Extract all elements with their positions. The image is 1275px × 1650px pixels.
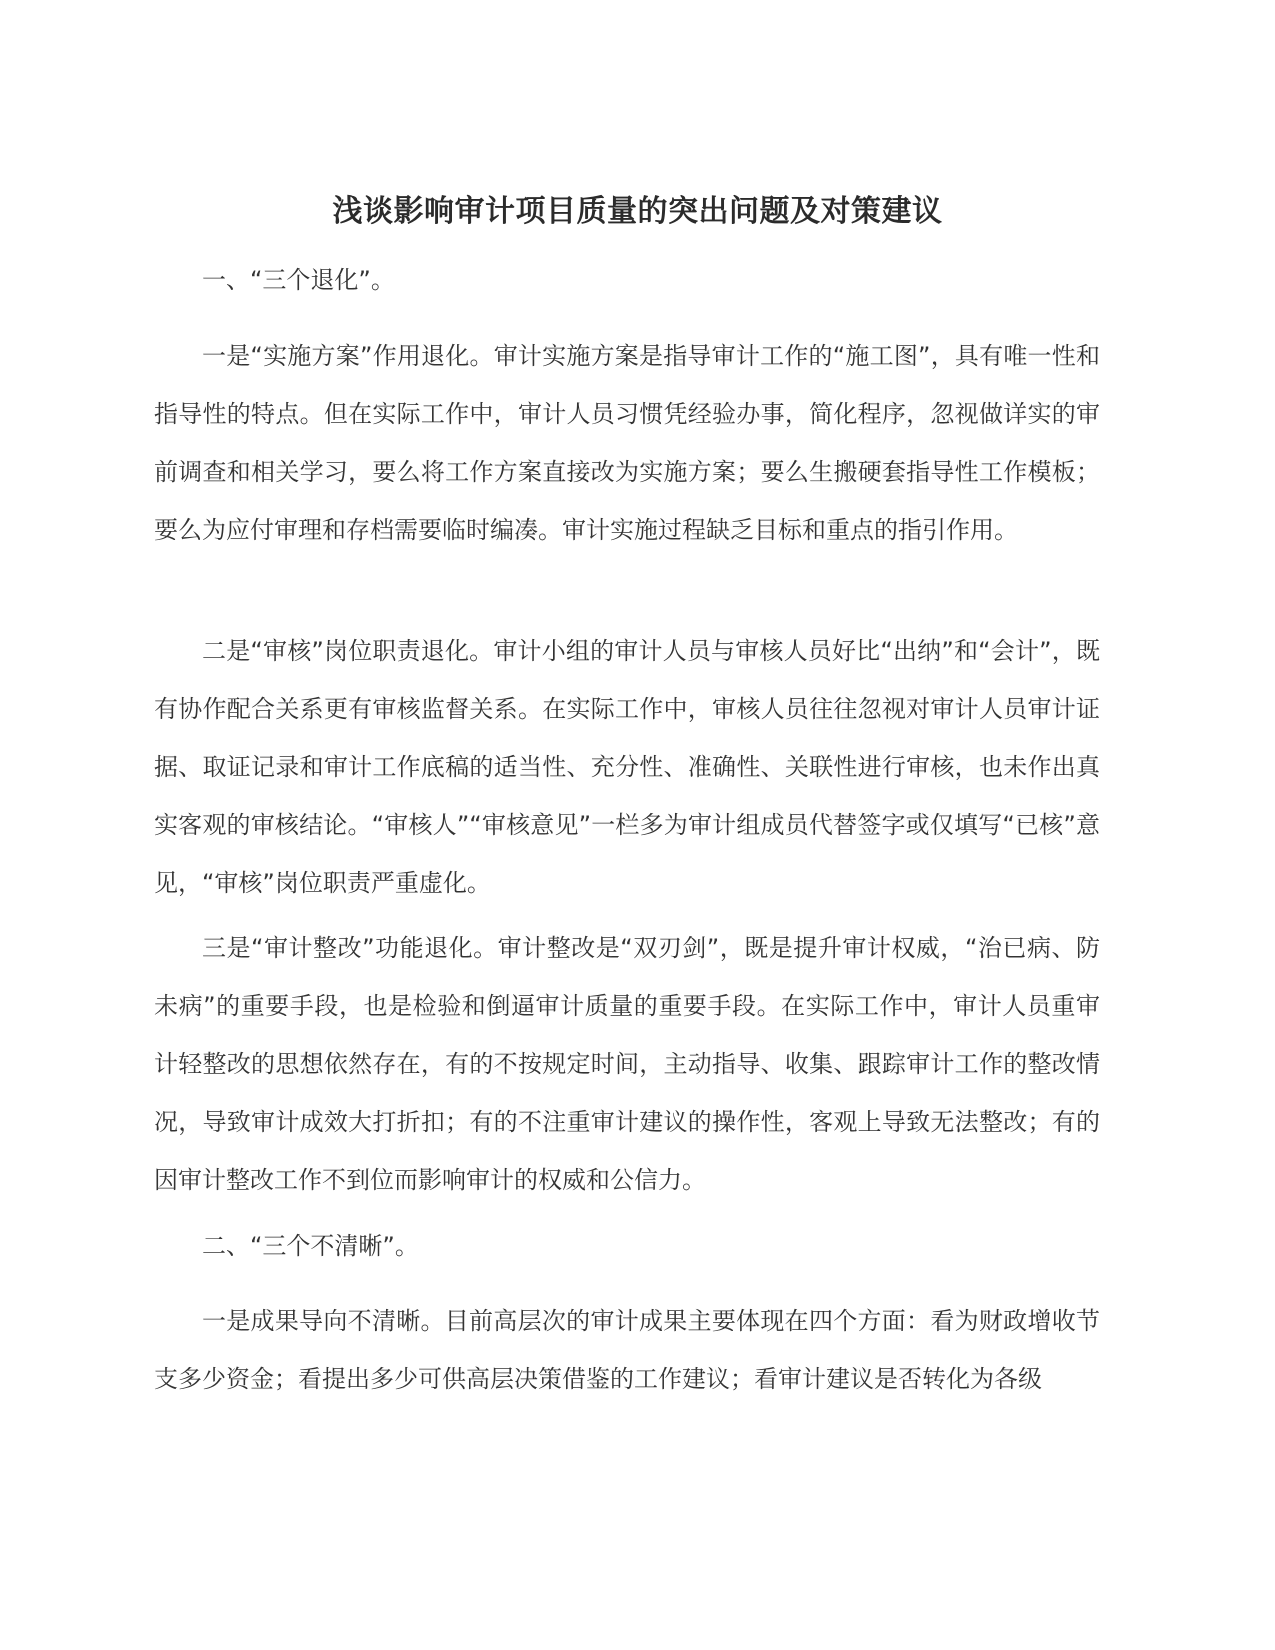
document-title: 浅谈影响审计项目质量的突出问题及对策建议 xyxy=(332,194,943,229)
section-heading-2: 二、“三个不清晰”。 xyxy=(202,1232,419,1260)
paragraph-audit-rectification: 三是“审计整改”功能退化。审计整改是“双刃剑”，既是提升审计权威，“治已病、防未病”的重要手段，也是检验和倒逼审计质量的重要手段。在实际工作中，审计人员重审计轻整改的思想依然存在，有的不按规定时间，主动指导、收集、跟踪审计工作的整改情况，导致审计成效大打折扣；有的不注重审计建议的操作性，客观上导致无法整改；有的因审计整改工作不到位而影响审计的权威和公信力。 xyxy=(154,934,1100,1194)
section-heading-1: 一、“三个退化”。 xyxy=(202,266,395,294)
paragraph-result-orientation: 一是成果导向不清晰。目前高层次的审计成果主要体现在四个方面：看为财政增收节支多少资金；看提出多少可供高层决策借鉴的工作建议；看审计建议是否转化为各级 xyxy=(154,1307,1100,1393)
paragraph-review-duty: 二是“审核”岗位职责退化。审计小组的审计人员与审核人员好比“出纳”和“会计”，既有协作配合关系更有审核监督关系。在实际工作中，审核人员往往忽视对审计人员审计证据、取证记录和审计工作底稿的适当性、充分性、准确性、关联性进行审核，也未作出真实客观的审核结论。“审核人”“审核意见”一栏多为审计组成员代替签字或仅填写“已核”意见，“审核”岗位职责严重虚化。 xyxy=(154,637,1100,897)
paragraph-implementation-plan: 一是“实施方案”作用退化。审计实施方案是指导审计工作的“施工图”，具有唯一性和指导性的特点。但在实际工作中，审计人员习惯凭经验办事，简化程序，忽视做详实的审前调查和相关学习，要么将工作方案直接改为实施方案；要么生搬硬套指导性工作模板；要么为应付审理和存档需要临时编凑。审计实施过程缺乏目标和重点的指引作用。 xyxy=(154,342,1100,544)
